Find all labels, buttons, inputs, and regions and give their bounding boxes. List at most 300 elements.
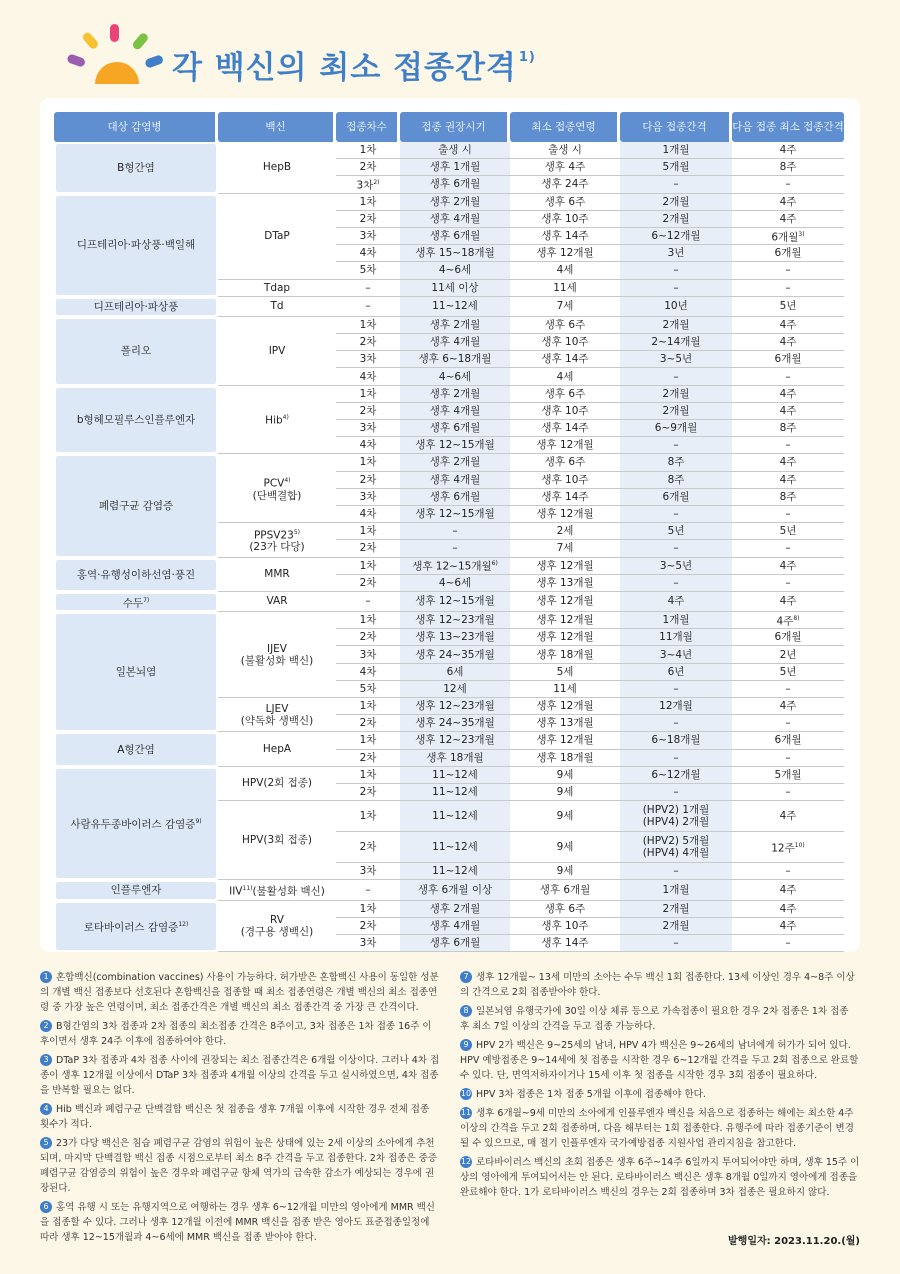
- min-age-cell: 생후 10주: [510, 403, 620, 420]
- footnote-item: [460, 1087, 860, 1102]
- next-cell: –: [620, 681, 732, 698]
- rec-cell: 생후 15~18개월: [400, 245, 510, 262]
- rec-cell: 11~12세: [400, 863, 510, 880]
- min-age-cell: 생후 12개월: [510, 558, 620, 575]
- next-cell: 2개월: [620, 194, 732, 211]
- rec-cell: 생후 2개월: [400, 901, 510, 918]
- next-min-cell: –: [732, 784, 844, 801]
- table-row: [54, 142, 844, 159]
- min-age-cell: 생후 12개월: [510, 698, 620, 715]
- next-cell: 8주: [620, 454, 732, 471]
- next-min-cell: 4주: [732, 472, 844, 489]
- dose-cell: 4차: [336, 245, 400, 262]
- next-min-cell: –: [732, 681, 844, 698]
- dose-cell: 2차: [336, 334, 400, 351]
- vaccine-cell: IPV: [218, 317, 336, 386]
- next-min-cell: 5년: [732, 664, 844, 681]
- min-age-cell: 생후 6주: [510, 194, 620, 211]
- min-age-cell: 4세: [510, 262, 620, 279]
- dose-cell: 3차: [336, 935, 400, 952]
- rec-cell: 생후 2개월: [400, 317, 510, 334]
- next-cell: 6개월: [620, 489, 732, 506]
- schedule-panel: [40, 98, 860, 952]
- vaccine-cell: HPV(3회 접종): [218, 801, 336, 880]
- min-age-cell: 4세: [510, 368, 620, 385]
- table-row: [54, 880, 844, 900]
- min-age-cell: 생후 12개월: [510, 732, 620, 749]
- next-cell: 2개월: [620, 211, 732, 228]
- min-age-cell: 생후 14주: [510, 351, 620, 368]
- min-age-cell: 생후 12개월: [510, 612, 620, 629]
- dose-cell: 3차: [336, 489, 400, 506]
- vaccine-cell: Hib$^{4)}$: [218, 386, 336, 455]
- min-age-cell: 생후 12개월: [510, 245, 620, 262]
- next-cell: 6년: [620, 664, 732, 681]
- dose-cell: 3차: [336, 351, 400, 368]
- table-header-row: [54, 112, 844, 142]
- min-age-cell: 생후 14주: [510, 935, 620, 952]
- next-cell: 2개월: [620, 901, 732, 918]
- rec-cell: 생후 1개월: [400, 159, 510, 176]
- dose-cell: 2차: [336, 629, 400, 646]
- min-age-cell: 9세: [510, 863, 620, 880]
- sun-logo-icon: [60, 22, 170, 92]
- table-row: [54, 901, 844, 918]
- rec-cell: 출생 시: [400, 142, 510, 159]
- disease-cell: 일본뇌염: [54, 612, 218, 732]
- footnote-text: DTaP 3차 접종과 4차 접종 사이에 권장되는 최소 접종간격은 6개월 이상이다. 그러나 4차 접종이 생후 12개월 이상에서 DTaP 3차 접종과 4개월 이상의 간격을 두고 실시하였으면, 4차 접종을 반복할 필요는 없다.: [40, 1055, 440, 1096]
- dose-cell: 2차: [336, 784, 400, 801]
- table-row: [54, 386, 844, 403]
- next-cell: 6~12개월: [620, 767, 732, 784]
- next-min-cell: 6개월: [732, 629, 844, 646]
- table-row: [54, 194, 844, 211]
- disease-cell: b형헤모필루스인플루엔자: [54, 386, 218, 455]
- min-age-cell: 11세: [510, 681, 620, 698]
- rec-cell: 생후 13~23개월: [400, 629, 510, 646]
- next-cell: 2개월: [620, 386, 732, 403]
- min-age-cell: 생후 6개월: [510, 880, 620, 900]
- min-age-cell: 생후 4주: [510, 159, 620, 176]
- vaccine-cell: HepB: [218, 142, 336, 194]
- rec-cell: 6세: [400, 664, 510, 681]
- min-age-cell: 생후 14주: [510, 489, 620, 506]
- next-min-cell: –: [732, 176, 844, 193]
- next-cell: –: [620, 715, 732, 732]
- footnote-item: [460, 1004, 860, 1034]
- disease-cell: 로타바이러스 감염증$^{12)}$: [54, 901, 218, 953]
- footnote-number-badge: 11: [460, 1108, 472, 1117]
- next-min-cell: 4주: [732, 901, 844, 918]
- min-age-cell: 생후 12개월: [510, 437, 620, 454]
- footnote-item: [40, 1019, 440, 1049]
- rec-cell: 생후 6개월: [400, 420, 510, 437]
- next-cell: (HPV2) 1개월 (HPV4) 2개월: [620, 801, 732, 832]
- rec-cell: 생후 4개월: [400, 334, 510, 351]
- rec-cell: 생후 4개월: [400, 211, 510, 228]
- min-age-cell: 생후 14주: [510, 420, 620, 437]
- rec-cell: 생후 2개월: [400, 386, 510, 403]
- next-cell: 8주: [620, 472, 732, 489]
- header-next-min-interval: 다음 접종 최소 접종간격: [732, 112, 844, 142]
- next-min-cell: 4주: [732, 918, 844, 935]
- disease-cell: 수두$^{7)}$: [54, 592, 218, 612]
- vaccine-cell: LJEV (약독화 생백신): [218, 698, 336, 732]
- disease-cell: 디프테리아·파상풍: [54, 297, 218, 317]
- next-min-cell: –: [732, 575, 844, 592]
- next-min-cell: 4주: [732, 880, 844, 900]
- next-min-cell: 8주: [732, 420, 844, 437]
- rec-cell: –: [400, 540, 510, 557]
- next-cell: 12개월: [620, 698, 732, 715]
- rec-cell: 생후 4개월: [400, 918, 510, 935]
- min-age-cell: 7세: [510, 297, 620, 317]
- next-min-cell: –: [732, 715, 844, 732]
- min-age-cell: 생후 18개월: [510, 646, 620, 663]
- next-cell: –: [620, 506, 732, 523]
- rec-cell: 4~6세: [400, 262, 510, 279]
- vaccine-cell: DTaP: [218, 194, 336, 280]
- next-cell: –: [620, 540, 732, 557]
- min-age-cell: 생후 10주: [510, 472, 620, 489]
- disease-cell: 폴리오: [54, 317, 218, 386]
- footnote-number-badge: 6: [40, 1201, 52, 1213]
- footnote-number-badge: 2: [40, 1020, 52, 1032]
- footnote-text: 홍역 유행 시 또는 유행지역으로 여행하는 경우 생후 6~12개월 미만의 영아에게 MMR 백신을 접종할 수 있다. 그러나 생후 12개월 이전에 MMR 백신을 접종 받은 영아도 표준접종일정에 따라 생후 12~15개월과 4~6세에 MMR 백신을 접종 받아야 한다.: [40, 1202, 435, 1243]
- footnote-number-badge: 8: [460, 1005, 472, 1017]
- min-age-cell: 생후 6주: [510, 901, 620, 918]
- dose-cell: 4차: [336, 664, 400, 681]
- next-min-cell: 4주: [732, 386, 844, 403]
- next-min-cell: 4주: [732, 403, 844, 420]
- next-min-cell: 5년: [732, 523, 844, 540]
- next-cell: –: [620, 750, 732, 767]
- dose-cell: 2차: [336, 715, 400, 732]
- next-min-cell: 6개월: [732, 351, 844, 368]
- disease-cell: A형간염: [54, 732, 218, 766]
- footnote-number-badge: 4: [40, 1103, 52, 1115]
- table-body: [54, 142, 844, 952]
- min-age-cell: 5세: [510, 664, 620, 681]
- next-min-cell: 4주: [732, 211, 844, 228]
- next-cell: 5년: [620, 523, 732, 540]
- footnotes-left: [40, 970, 440, 1249]
- dose-cell: 1차: [336, 454, 400, 471]
- header-recommended-age: 접종 권장시기: [400, 112, 510, 142]
- table-row: [54, 558, 844, 575]
- next-min-cell: 5개월: [732, 767, 844, 784]
- next-min-cell: –: [732, 863, 844, 880]
- disease-cell: 폐렴구균 감염증: [54, 454, 218, 557]
- min-age-cell: 9세: [510, 767, 620, 784]
- next-cell: 10년: [620, 297, 732, 317]
- rec-cell: 생후 6개월: [400, 228, 510, 245]
- rec-cell: 생후 12~15개월: [400, 506, 510, 523]
- dose-cell: 5차: [336, 262, 400, 279]
- dose-cell: 3차: [336, 420, 400, 437]
- footnote-number-badge: 9: [460, 1039, 472, 1051]
- disease-cell: B형간염: [54, 142, 218, 194]
- footnote-item: [40, 970, 440, 1015]
- min-age-cell: 생후 10주: [510, 211, 620, 228]
- dose-cell: 1차: [336, 801, 400, 832]
- min-age-cell: 생후 12개월: [510, 629, 620, 646]
- next-min-cell: –: [732, 540, 844, 557]
- min-age-cell: 11세: [510, 280, 620, 297]
- table-row: [54, 297, 844, 317]
- dose-cell: 3차: [336, 646, 400, 663]
- dose-cell: –: [336, 280, 400, 297]
- rec-cell: –: [400, 523, 510, 540]
- header-vaccine: 백신: [218, 112, 336, 142]
- next-min-cell: 4주: [732, 454, 844, 471]
- footnote-text: 일본뇌염 유행국가에 30일 이상 체류 등으로 가속접종이 필요한 경우 2차 접종은 1차 접종 후 최소 7일 이상의 간격을 두고 접종 가능하다.: [460, 1006, 849, 1032]
- rec-cell: 생후 12~15개월$^{6)}$: [400, 558, 510, 575]
- footnote-item: [40, 1102, 440, 1132]
- footnote-item: [460, 970, 860, 1000]
- dose-cell: 2차: [336, 540, 400, 557]
- rec-cell: 12세: [400, 681, 510, 698]
- next-cell: 2개월: [620, 918, 732, 935]
- header-min-age: 최소 접종연령: [510, 112, 620, 142]
- footnote-text: HPV 3차 접종은 1차 접종 5개월 이후에 접종해야 한다.: [476, 1089, 706, 1100]
- footnote-text: B형간염의 3차 접종과 2차 접종의 최소접종 간격은 8주이고, 3차 접종은 1차 접종 16주 이후이면서 생후 24주 이후에 접종하여야 한다.: [40, 1021, 432, 1047]
- dose-cell: 4차: [336, 506, 400, 523]
- next-cell: 6~12개월: [620, 228, 732, 245]
- min-age-cell: 9세: [510, 832, 620, 863]
- next-cell: 5개월: [620, 159, 732, 176]
- dose-cell: –: [336, 592, 400, 612]
- rec-cell: 11~12세: [400, 832, 510, 863]
- dose-cell: 4차: [336, 437, 400, 454]
- rec-cell: 11~12세: [400, 767, 510, 784]
- footnote-text: HPV 2가 백신은 9~25세의 남녀, HPV 4가 백신은 9~26세의 남녀에게 허가가 되어 있다. HPV 예방접종은 9~14세에 첫 접종을 시작한 경우 6~12개월 간격을 두고 2회 접종으로 완료할 수 있다. 단, 면역저하자이거나 15세 이후 첫 접종을 시작한 경우 3회 접종이 필요하다.: [460, 1040, 859, 1081]
- next-min-cell: –: [732, 506, 844, 523]
- header-dose: 접종차수: [336, 112, 400, 142]
- dose-cell: 1차: [336, 767, 400, 784]
- next-min-cell: –: [732, 280, 844, 297]
- dose-cell: 1차: [336, 317, 400, 334]
- rec-cell: 생후 2개월: [400, 194, 510, 211]
- next-min-cell: –: [732, 262, 844, 279]
- rec-cell: 11~12세: [400, 784, 510, 801]
- rec-cell: 생후 2개월: [400, 454, 510, 471]
- table-row: [54, 612, 844, 629]
- dose-cell: 2차: [336, 472, 400, 489]
- next-min-cell: 6개월$^{3)}$: [732, 228, 844, 245]
- min-age-cell: 7세: [510, 540, 620, 557]
- next-min-cell: –: [732, 437, 844, 454]
- min-age-cell: 생후 18개월: [510, 750, 620, 767]
- rec-cell: 생후 12~23개월: [400, 732, 510, 749]
- next-cell: 3년: [620, 245, 732, 262]
- dose-cell: 1차: [336, 523, 400, 540]
- dose-cell: 1차: [336, 732, 400, 749]
- table-row: [54, 592, 844, 612]
- next-cell: 2개월: [620, 403, 732, 420]
- vaccine-cell: Td: [218, 297, 336, 317]
- dose-cell: 1차: [336, 698, 400, 715]
- next-min-cell: 4주: [732, 334, 844, 351]
- next-cell: –: [620, 437, 732, 454]
- next-cell: 1개월: [620, 612, 732, 629]
- dose-cell: 5차: [336, 681, 400, 698]
- min-age-cell: 생후 6주: [510, 454, 620, 471]
- next-min-cell: 4주: [732, 194, 844, 211]
- footnote-item: [40, 1136, 440, 1196]
- footnotes-right: [460, 970, 860, 1204]
- rec-cell: 생후 24~35개월: [400, 646, 510, 663]
- dose-cell: 4차: [336, 368, 400, 385]
- rec-cell: 4~6세: [400, 575, 510, 592]
- disease-cell: 홍역·유행성이하선염·풍진: [54, 558, 218, 592]
- next-cell: 4주: [620, 592, 732, 612]
- footnote-text: 생후 6개월~9세 미만의 소아에게 인플루엔자 백신을 처음으로 접종하는 해에는 최소한 4주 이상의 간격을 두고 2회 접종하며, 다음 해부터는 1회 접종한다. 유행주에 따라 접종기준이 변경될 수 있으므로, 매 절기 인플루엔자 국가예방접종 지원사업 관리지침을 참고한다.: [460, 1108, 854, 1149]
- vaccine-cell: HPV(2회 접종): [218, 767, 336, 801]
- min-age-cell: 생후 24주: [510, 176, 620, 193]
- next-min-cell: 4주: [732, 317, 844, 334]
- vaccine-cell: HepA: [218, 732, 336, 766]
- next-min-cell: 8주: [732, 159, 844, 176]
- vaccine-cell: IJEV (불활성화 백신): [218, 612, 336, 698]
- dose-cell: 2차: [336, 575, 400, 592]
- disease-cell: 사람유두종바이러스 감염증$^{9)}$: [54, 767, 218, 881]
- footnote-text: 혼합백신(combination vaccines) 사용이 가능하다. 허가받은 혼합백신 사용이 동일한 성분의 개별 백신 접종보다 선호된다 혼합백신을 접종할 때 최소 접종연령은 개별 백신의 최소 접종연령 중 가장 높은 연령이며, 최소 접종간격은 개별 백신의 최소 접종간격 중 가장 큰 간격이다.: [40, 972, 439, 1013]
- rec-cell: 생후 6~18개월: [400, 351, 510, 368]
- footnote-number-badge: 1: [40, 971, 52, 983]
- rec-cell: 생후 6개월: [400, 489, 510, 506]
- next-min-cell: 12주$^{10)}$: [732, 832, 844, 863]
- min-age-cell: 9세: [510, 801, 620, 832]
- dose-cell: –: [336, 297, 400, 317]
- dose-cell: 1차: [336, 901, 400, 918]
- page-header: [0, 0, 900, 100]
- footnote-number-badge: 12: [460, 1157, 472, 1166]
- vaccine-cell: MMR: [218, 558, 336, 592]
- vaccine-cell: Tdap: [218, 280, 336, 297]
- dose-cell: 2차: [336, 832, 400, 863]
- next-cell: (HPV2) 5개월 (HPV4) 4개월: [620, 832, 732, 863]
- footnote-number-badge: 7: [460, 971, 472, 983]
- rec-cell: 생후 12~15개월: [400, 592, 510, 612]
- footnote-text: Hib 백신과 폐렴구균 단백결합 백신은 첫 접종을 생후 7개월 이후에 시작한 경우 전체 접종 횟수가 적다.: [40, 1104, 430, 1130]
- next-min-cell: 4주: [732, 698, 844, 715]
- page-title: 각 백신의 최소 접종간격 $^{1)}$: [172, 49, 536, 86]
- header-disease: 대상 감염병: [54, 112, 218, 142]
- dose-cell: 3차$^{2)}$: [336, 176, 400, 193]
- dose-cell: 1차: [336, 386, 400, 403]
- next-cell: 2~14개월: [620, 334, 732, 351]
- dose-cell: 2차: [336, 750, 400, 767]
- next-min-cell: 4주: [732, 592, 844, 612]
- disease-cell: 디프테리아·파상풍·백일해: [54, 194, 218, 297]
- dose-cell: 1차: [336, 612, 400, 629]
- min-age-cell: 9세: [510, 784, 620, 801]
- next-cell: 6~18개월: [620, 732, 732, 749]
- next-min-cell: –: [732, 935, 844, 952]
- dose-cell: 3차: [336, 228, 400, 245]
- next-cell: 3~4년: [620, 646, 732, 663]
- footnote-text: 로타바이러스 백신의 초회 접종은 생후 6주~14주 6일까지 투여되어야만 하며, 생후 15주 이상의 영아에게 투여되어서는 안 된다. 로타바이러스 백신은 생후 8개월 0일까지 영아에게 접종을 완료해야 한다. 1가 로타바이러스 백신의 경우는 2회 접종하며 3차 접종은 필요하지 않다.: [460, 1157, 860, 1198]
- rec-cell: 생후 6개월: [400, 176, 510, 193]
- next-min-cell: 8주: [732, 489, 844, 506]
- dose-cell: 1차: [336, 558, 400, 575]
- vaccine-cell: RV (경구용 생백신): [218, 901, 336, 953]
- footnote-item: [460, 1155, 860, 1200]
- rec-cell: 생후 12~23개월: [400, 698, 510, 715]
- footnote-number-badge: 5: [40, 1137, 52, 1149]
- next-cell: 11개월: [620, 629, 732, 646]
- dose-cell: 1차: [336, 194, 400, 211]
- vaccine-interval-table: [54, 112, 844, 952]
- rec-cell: 생후 4개월: [400, 403, 510, 420]
- rec-cell: 생후 24~35개월: [400, 715, 510, 732]
- next-cell: –: [620, 368, 732, 385]
- rec-cell: 11~12세: [400, 297, 510, 317]
- next-cell: 1개월: [620, 142, 732, 159]
- dose-cell: 2차: [336, 211, 400, 228]
- table-row: [54, 767, 844, 784]
- footnote-text: 23가 다당 백신은 침습 폐렴구균 감염의 위험이 높은 상태에 있는 2세 이상의 소아에게 추천되며, 마지막 단백결합 백신 접종 시점으로부터 최소 8주 간격을 두고 접종한다. 2차 접종은 중증 폐렴구균 감염증의 위험이 높은 경우와 폐렴구균 항체 역가의 급속한 감소가 예상되는 경우에 권장된다.: [40, 1138, 437, 1194]
- min-age-cell: 생후 6주: [510, 386, 620, 403]
- next-cell: –: [620, 863, 732, 880]
- next-min-cell: 6개월: [732, 245, 844, 262]
- rec-cell: 생후 6개월: [400, 935, 510, 952]
- rec-cell: 11세 이상: [400, 280, 510, 297]
- footnote-item: [40, 1053, 440, 1098]
- rec-cell: 생후 18개월: [400, 750, 510, 767]
- disease-cell: 인플루엔자: [54, 880, 218, 900]
- next-min-cell: 4주: [732, 558, 844, 575]
- next-cell: –: [620, 280, 732, 297]
- footnote-number-badge: 3: [40, 1054, 52, 1066]
- next-cell: –: [620, 176, 732, 193]
- dose-cell: –: [336, 880, 400, 900]
- next-cell: –: [620, 262, 732, 279]
- next-min-cell: –: [732, 750, 844, 767]
- table-row: [54, 732, 844, 749]
- rec-cell: 생후 6개월 이상: [400, 880, 510, 900]
- vaccine-cell: VAR: [218, 592, 336, 612]
- next-cell: 3~5년: [620, 558, 732, 575]
- min-age-cell: 2세: [510, 523, 620, 540]
- dose-cell: 1차: [336, 142, 400, 159]
- min-age-cell: 생후 10주: [510, 918, 620, 935]
- rec-cell: 생후 12~23개월: [400, 612, 510, 629]
- min-age-cell: 생후 13개월: [510, 575, 620, 592]
- footnote-number-badge: 10: [460, 1089, 472, 1098]
- next-min-cell: 6개월: [732, 732, 844, 749]
- min-age-cell: 생후 12개월: [510, 506, 620, 523]
- min-age-cell: 생후 13개월: [510, 715, 620, 732]
- next-min-cell: 4주: [732, 801, 844, 832]
- next-cell: 3~5년: [620, 351, 732, 368]
- rec-cell: 11~12세: [400, 801, 510, 832]
- publish-date: 발행일자: 2023.11.20.(월): [728, 1236, 860, 1247]
- header-next-interval: 다음 접종간격: [620, 112, 732, 142]
- dose-cell: 3차: [336, 863, 400, 880]
- dose-cell: 2차: [336, 918, 400, 935]
- footnote-item: [460, 1106, 860, 1151]
- vaccine-cell: PPSV23$^{5)}$ (23가 다당): [218, 523, 336, 557]
- next-cell: –: [620, 575, 732, 592]
- next-cell: –: [620, 784, 732, 801]
- dose-cell: 2차: [336, 159, 400, 176]
- table-row: [54, 454, 844, 471]
- next-min-cell: 4주: [732, 142, 844, 159]
- next-min-cell: 2년: [732, 646, 844, 663]
- table-row: [54, 317, 844, 334]
